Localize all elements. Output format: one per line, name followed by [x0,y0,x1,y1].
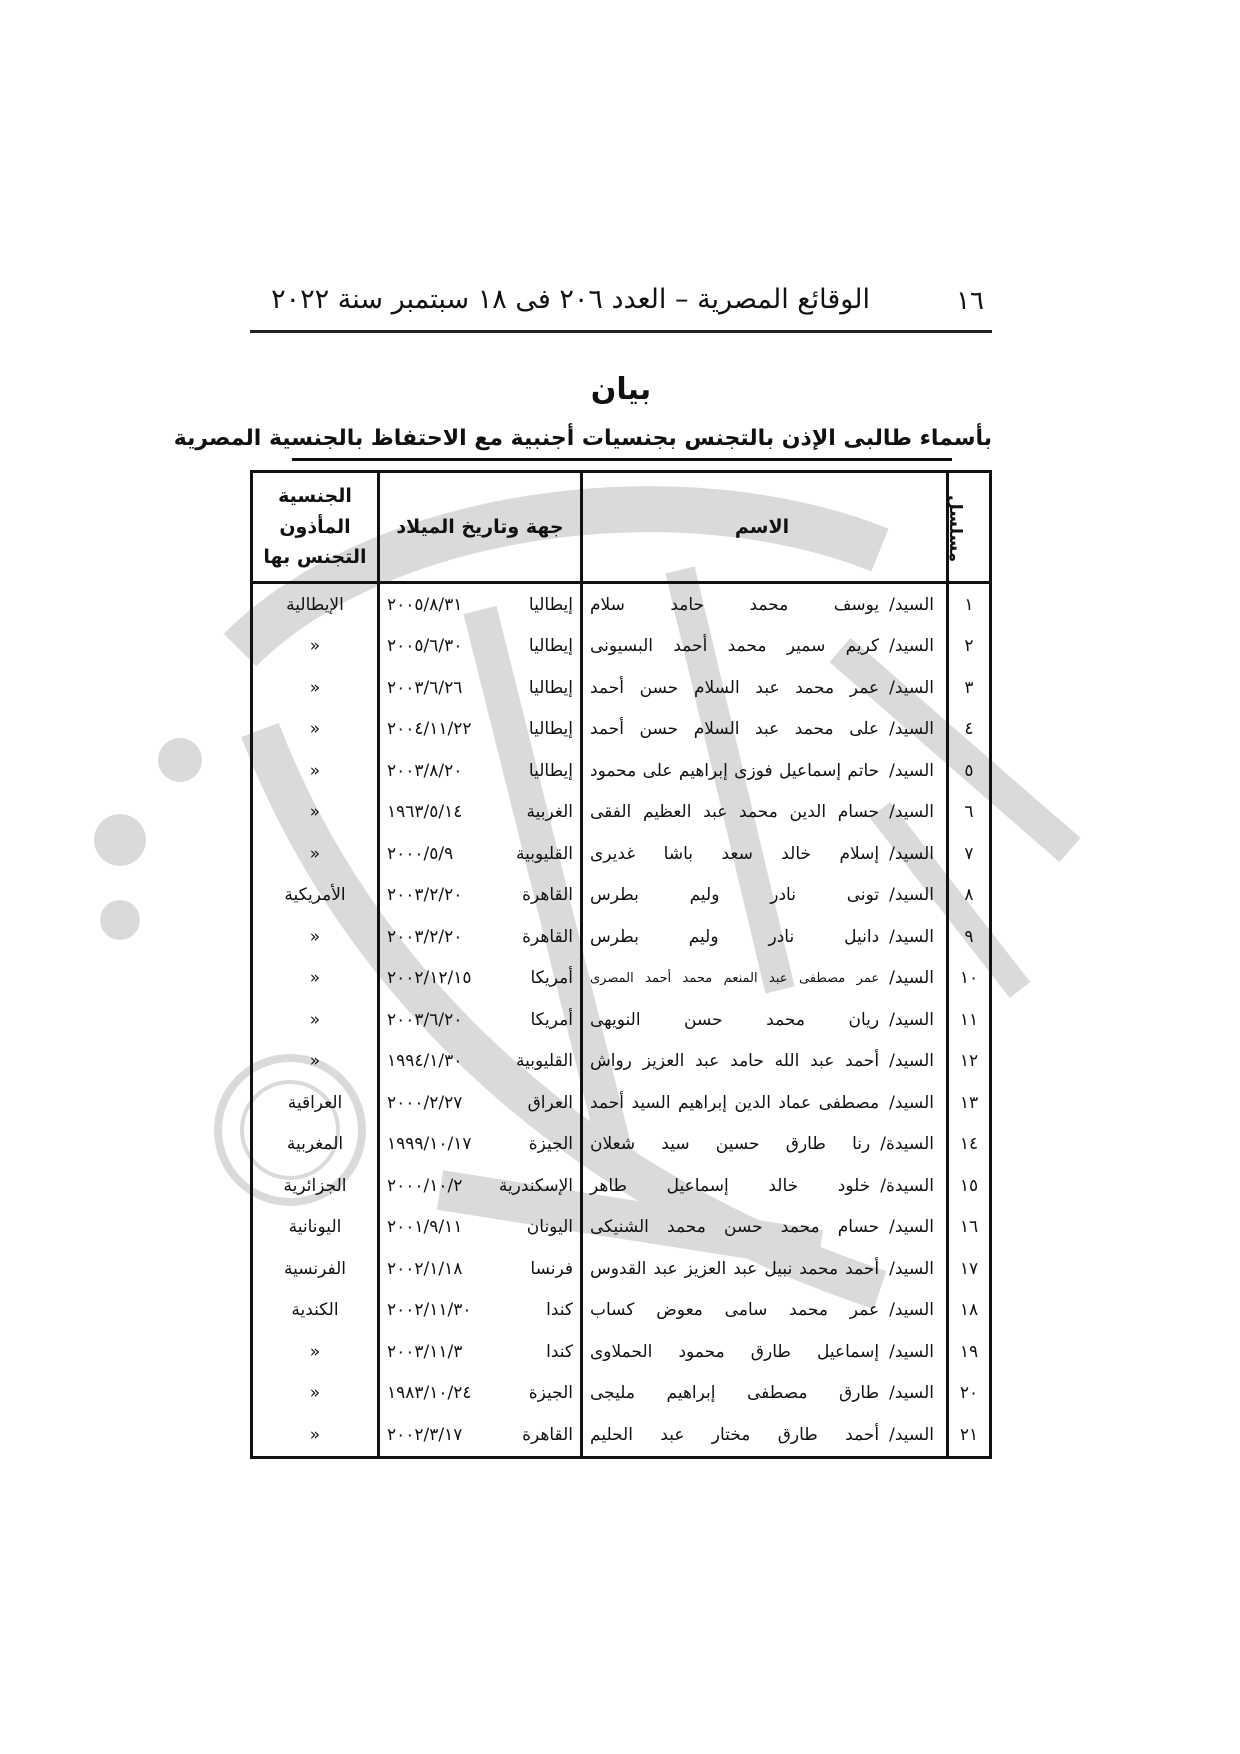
row-birth-date: ٢٠٠٥/٦/٣٠ [387,636,463,657]
row-birth-cell [379,1248,582,1290]
row-person-name: عمر محمد سامى معوض كساب [590,1300,880,1321]
row-name-cell [582,792,948,834]
row-birth-date: ١٩٩٤/١/٣٠ [387,1051,463,1072]
row-birth-place: أمريكا [530,1009,573,1030]
row-nationality: الأمريكية [284,885,346,906]
table-row [252,709,991,751]
row-birth-date: ٢٠٠٥/٨/٣١ [387,594,463,615]
row-serial: ٤ [948,709,991,751]
row-birth-date: ١٩٩٩/١٠/١٧ [387,1134,472,1155]
row-person-name: طارق مصطفى إبراهيم مليجى [590,1383,880,1404]
table-body [252,583,991,1458]
row-nationality: « [309,1051,321,1072]
row-name-cell [582,709,948,751]
row-birth-place: الجيزة [528,1383,573,1404]
row-nationality: « [309,968,321,989]
row-birth-cell [379,626,582,668]
row-title-prefix: السيد/ [889,1051,934,1072]
table-row [252,1373,991,1415]
row-birth-place: إيطاليا [528,760,573,781]
row-birth-date: ٢٠٠٣/٢/٢٠ [387,885,463,906]
row-birth-cell [379,1207,582,1249]
row-birth-place: الإسكندرية [498,1175,573,1196]
row-nationality: « [309,843,321,864]
row-birth-place: إيطاليا [528,636,573,657]
row-name-cell [582,1331,948,1373]
row-birth-cell [379,1165,582,1207]
row-name-cell [582,1414,948,1457]
row-birth-place: كندا [546,1300,573,1321]
row-nationality: المغربية [286,1134,344,1155]
row-title-prefix: السيد/ [889,719,934,740]
row-person-name: عمر مصطفى عبد المنعم محمد أحمد المصرى [590,970,880,986]
row-birth-cell [379,1124,582,1166]
row-name-cell [582,875,948,917]
row-name-cell [582,999,948,1041]
row-serial: ١٢ [948,1041,991,1083]
table-row [252,583,991,626]
page-number: ١٦ [956,286,984,316]
row-name-cell [582,1124,948,1166]
row-person-name: إسلام خالد سعد باشا غديرى [590,843,880,864]
row-birth-place: الغربية [526,802,573,823]
row-serial: ١٩ [948,1331,991,1373]
table-row [252,667,991,709]
row-name-cell [582,1041,948,1083]
row-person-name: خلود خالد إسماعيل طاهر [590,1175,871,1196]
row-name-cell [582,667,948,709]
row-person-name: أحمد طارق مختار عبد الحليم [590,1424,880,1445]
row-name-cell [582,583,948,626]
row-birth-cell [379,709,582,751]
header-name: الاسم [582,472,948,583]
row-title-prefix: السيد/ [889,636,934,657]
table-row [252,1290,991,1332]
row-title-prefix: السيد/ [889,1217,934,1238]
row-name-cell [582,1207,948,1249]
row-person-name: مصطفى عماد الدين إبراهيم السيد أحمد [590,1092,880,1113]
row-person-name: على محمد عبد السلام حسن أحمد [590,719,880,740]
header-birth: جهة وتاريخ الميلاد [379,472,582,583]
row-birth-place: الجيزة [528,1134,573,1155]
table-row [252,1124,991,1166]
row-birth-date: ٢٠٠٣/٨/٢٠ [387,760,463,781]
row-person-name: عمر محمد عبد السلام حسن أحمد [590,677,880,698]
row-serial: ٥ [948,750,991,792]
row-person-name: أحمد محمد نبيل عبد العزيز عبد القدوس [590,1258,880,1279]
row-title-prefix: السيدة/ [880,1134,934,1155]
table-row [252,1248,991,1290]
row-person-name: تونى نادر وليم بطرس [590,885,880,906]
table-row [252,1331,991,1373]
row-nationality: الفرنسية [283,1258,347,1279]
row-birth-date: ٢٠٠٢/٣/١٧ [387,1424,463,1445]
row-person-name: رنا طارق حسين سيد شعلان [590,1134,871,1155]
row-serial: ١ [948,583,991,626]
row-title-prefix: السيد/ [889,1009,934,1030]
page-header [250,272,992,328]
row-name-cell [582,1248,948,1290]
row-person-name: حسام محمد حسن محمد الشنيكى [590,1217,880,1238]
row-person-name: دانيل نادر وليم بطرس [590,926,880,947]
row-birth-date: ١٩٨٣/١٠/٢٤ [387,1383,472,1404]
table-row [252,1165,991,1207]
row-nationality: « [309,677,321,698]
row-nationality: « [309,802,321,823]
table-row [252,792,991,834]
row-birth-date: ٢٠٠٢/١/١٨ [387,1258,463,1279]
row-serial: ١٥ [948,1165,991,1207]
row-birth-date: ٢٠٠٣/٢/٢٠ [387,926,463,947]
row-nationality: اليونانية [288,1217,342,1238]
row-birth-date: ٢٠٠٤/١١/٢٢ [387,719,472,740]
row-serial: ٣ [948,667,991,709]
row-name-cell [582,1290,948,1332]
row-name-cell [582,1373,948,1415]
header-serial: مسلسل [948,472,991,583]
row-birth-date: ٢٠٠٠/٢/٢٧ [387,1092,463,1113]
row-title-prefix: السيد/ [889,1341,934,1362]
row-birth-place: أمريكا [530,968,573,989]
row-title-prefix: السيد/ [889,802,934,823]
header-divider [250,330,992,333]
table-row [252,1082,991,1124]
row-birth-place: كندا [546,1341,573,1362]
row-name-cell [582,1165,948,1207]
row-person-name: أحمد عبد الله حامد عبد العزيز رواش [590,1051,880,1072]
row-title-prefix: السيد/ [889,594,934,615]
row-title-prefix: السيد/ [889,1092,934,1113]
row-birth-cell [379,1082,582,1124]
row-serial: ٩ [948,916,991,958]
row-person-name: يوسف محمد حامد سلام [590,594,880,615]
row-serial: ١١ [948,999,991,1041]
row-birth-place: العراق [527,1092,573,1113]
row-birth-place: إيطاليا [528,677,573,698]
row-nationality: « [309,636,321,657]
row-birth-cell [379,667,582,709]
row-title-prefix: السيد/ [889,1300,934,1321]
table-row [252,875,991,917]
row-birth-cell [379,750,582,792]
row-title-prefix: السيد/ [889,760,934,781]
row-birth-cell [379,1290,582,1332]
row-nationality: « [309,1424,321,1445]
row-birth-cell [379,875,582,917]
row-nationality: « [309,1383,321,1404]
row-birth-cell [379,999,582,1041]
row-nationality: « [309,760,321,781]
row-title-prefix: السيد/ [889,1424,934,1445]
row-nationality: « [309,719,321,740]
row-serial: ١٠ [948,958,991,1000]
table-row [252,1207,991,1249]
row-birth-date: ٢٠٠٣/١١/٣ [387,1341,463,1362]
row-serial: ٢١ [948,1414,991,1457]
row-name-cell [582,750,948,792]
table-row [252,1414,991,1457]
row-birth-place: اليونان [526,1217,573,1238]
row-birth-place: إيطاليا [528,719,573,740]
row-birth-cell [379,1041,582,1083]
row-birth-cell [379,958,582,1000]
row-birth-place: القاهرة [522,1424,573,1445]
row-name-cell [582,833,948,875]
row-birth-date: ٢٠٠١/٩/١١ [387,1217,463,1238]
table-row [252,833,991,875]
row-title-prefix: السيد/ [889,1258,934,1279]
row-birth-place: القاهرة [522,926,573,947]
table-row [252,916,991,958]
row-person-name: إسماعيل طارق محمود الحملاوى [590,1341,880,1362]
row-serial: ١٦ [948,1207,991,1249]
table-row [252,750,991,792]
row-birth-cell [379,1414,582,1457]
header-nationality: الجنسية المأذون التجنس بها [252,472,379,583]
row-title-prefix: السيد/ [889,968,934,989]
row-person-name: حسام الدين محمد عبد العظيم الفقى [590,802,880,823]
document-title-text: بيان [590,372,652,407]
row-serial: ٦ [948,792,991,834]
table-row [252,626,991,668]
row-serial: ٧ [948,833,991,875]
row-nationality: « [309,1341,321,1362]
row-person-name: ريان محمد حسن النويهى [590,1009,880,1030]
row-serial: ١٤ [948,1124,991,1166]
row-birth-place: القليوبية [515,843,573,864]
row-birth-date: ٢٠٠٣/٦/٢٠ [387,1009,463,1030]
row-birth-cell [379,833,582,875]
row-nationality: العراقية [287,1092,343,1113]
row-title-prefix: السيد/ [889,677,934,698]
row-serial: ١٣ [948,1082,991,1124]
row-name-cell [582,626,948,668]
row-nationality: « [309,1009,321,1030]
row-birth-place: القاهرة [522,885,573,906]
row-person-name: حاتم إسماعيل فوزى إبراهيم على محمود [590,760,880,781]
row-nationality: الإيطالية [286,594,344,615]
row-birth-cell [379,1331,582,1373]
row-person-name: كريم سمير محمد أحمد البسيونى [590,636,880,657]
row-birth-place: إيطاليا [528,594,573,615]
row-name-cell [582,958,948,1000]
row-birth-date: ٢٠٠٠/١٠/٢ [387,1175,463,1196]
table-row [252,958,991,1000]
table-header-row [252,472,991,583]
row-serial: ١٧ [948,1248,991,1290]
row-serial: ١٨ [948,1290,991,1332]
row-birth-cell [379,792,582,834]
table-row [252,1041,991,1083]
row-birth-date: ١٩٦٣/٥/١٤ [387,802,463,823]
row-name-cell [582,1082,948,1124]
row-birth-place: فرنسا [530,1258,573,1279]
row-name-cell [582,916,948,958]
row-birth-date: ٢٠٠٠/٥/٩ [387,843,454,864]
row-nationality: الكندية [291,1300,339,1321]
row-birth-date: ٢٠٠٣/٦/٢٦ [387,677,463,698]
row-serial: ٢٠ [948,1373,991,1415]
row-birth-cell [379,583,582,626]
row-birth-date: ٢٠٠٢/١١/٣٠ [387,1300,472,1321]
document-subtitle: بأسماء طالبى الإذن بالتجنس بجنسيات أجنبية مع الاحتفاظ بالجنسية المصرية [173,426,992,451]
row-title-prefix: السيد/ [889,843,934,864]
applicants-table [250,470,992,1459]
row-birth-date: ٢٠٠٢/١٢/١٥ [387,968,472,989]
row-title-prefix: السيد/ [889,926,934,947]
row-birth-place: القليوبية [515,1051,573,1072]
row-nationality: « [309,926,321,947]
document-title [250,372,992,407]
row-serial: ٨ [948,875,991,917]
row-birth-cell [379,1373,582,1415]
row-title-prefix: السيدة/ [880,1175,934,1196]
subtitle-underline [292,458,952,461]
row-title-prefix: السيد/ [889,885,934,906]
row-nationality: الجزائرية [283,1175,347,1196]
row-title-prefix: السيد/ [889,1383,934,1404]
gazette-header-title: الوقائع المصرية – العدد ٢٠٦ فى ١٨ سبتمبر سنة ٢٠٢٢ [271,284,870,315]
table-row [252,999,991,1041]
row-birth-cell [379,916,582,958]
row-serial: ٢ [948,626,991,668]
